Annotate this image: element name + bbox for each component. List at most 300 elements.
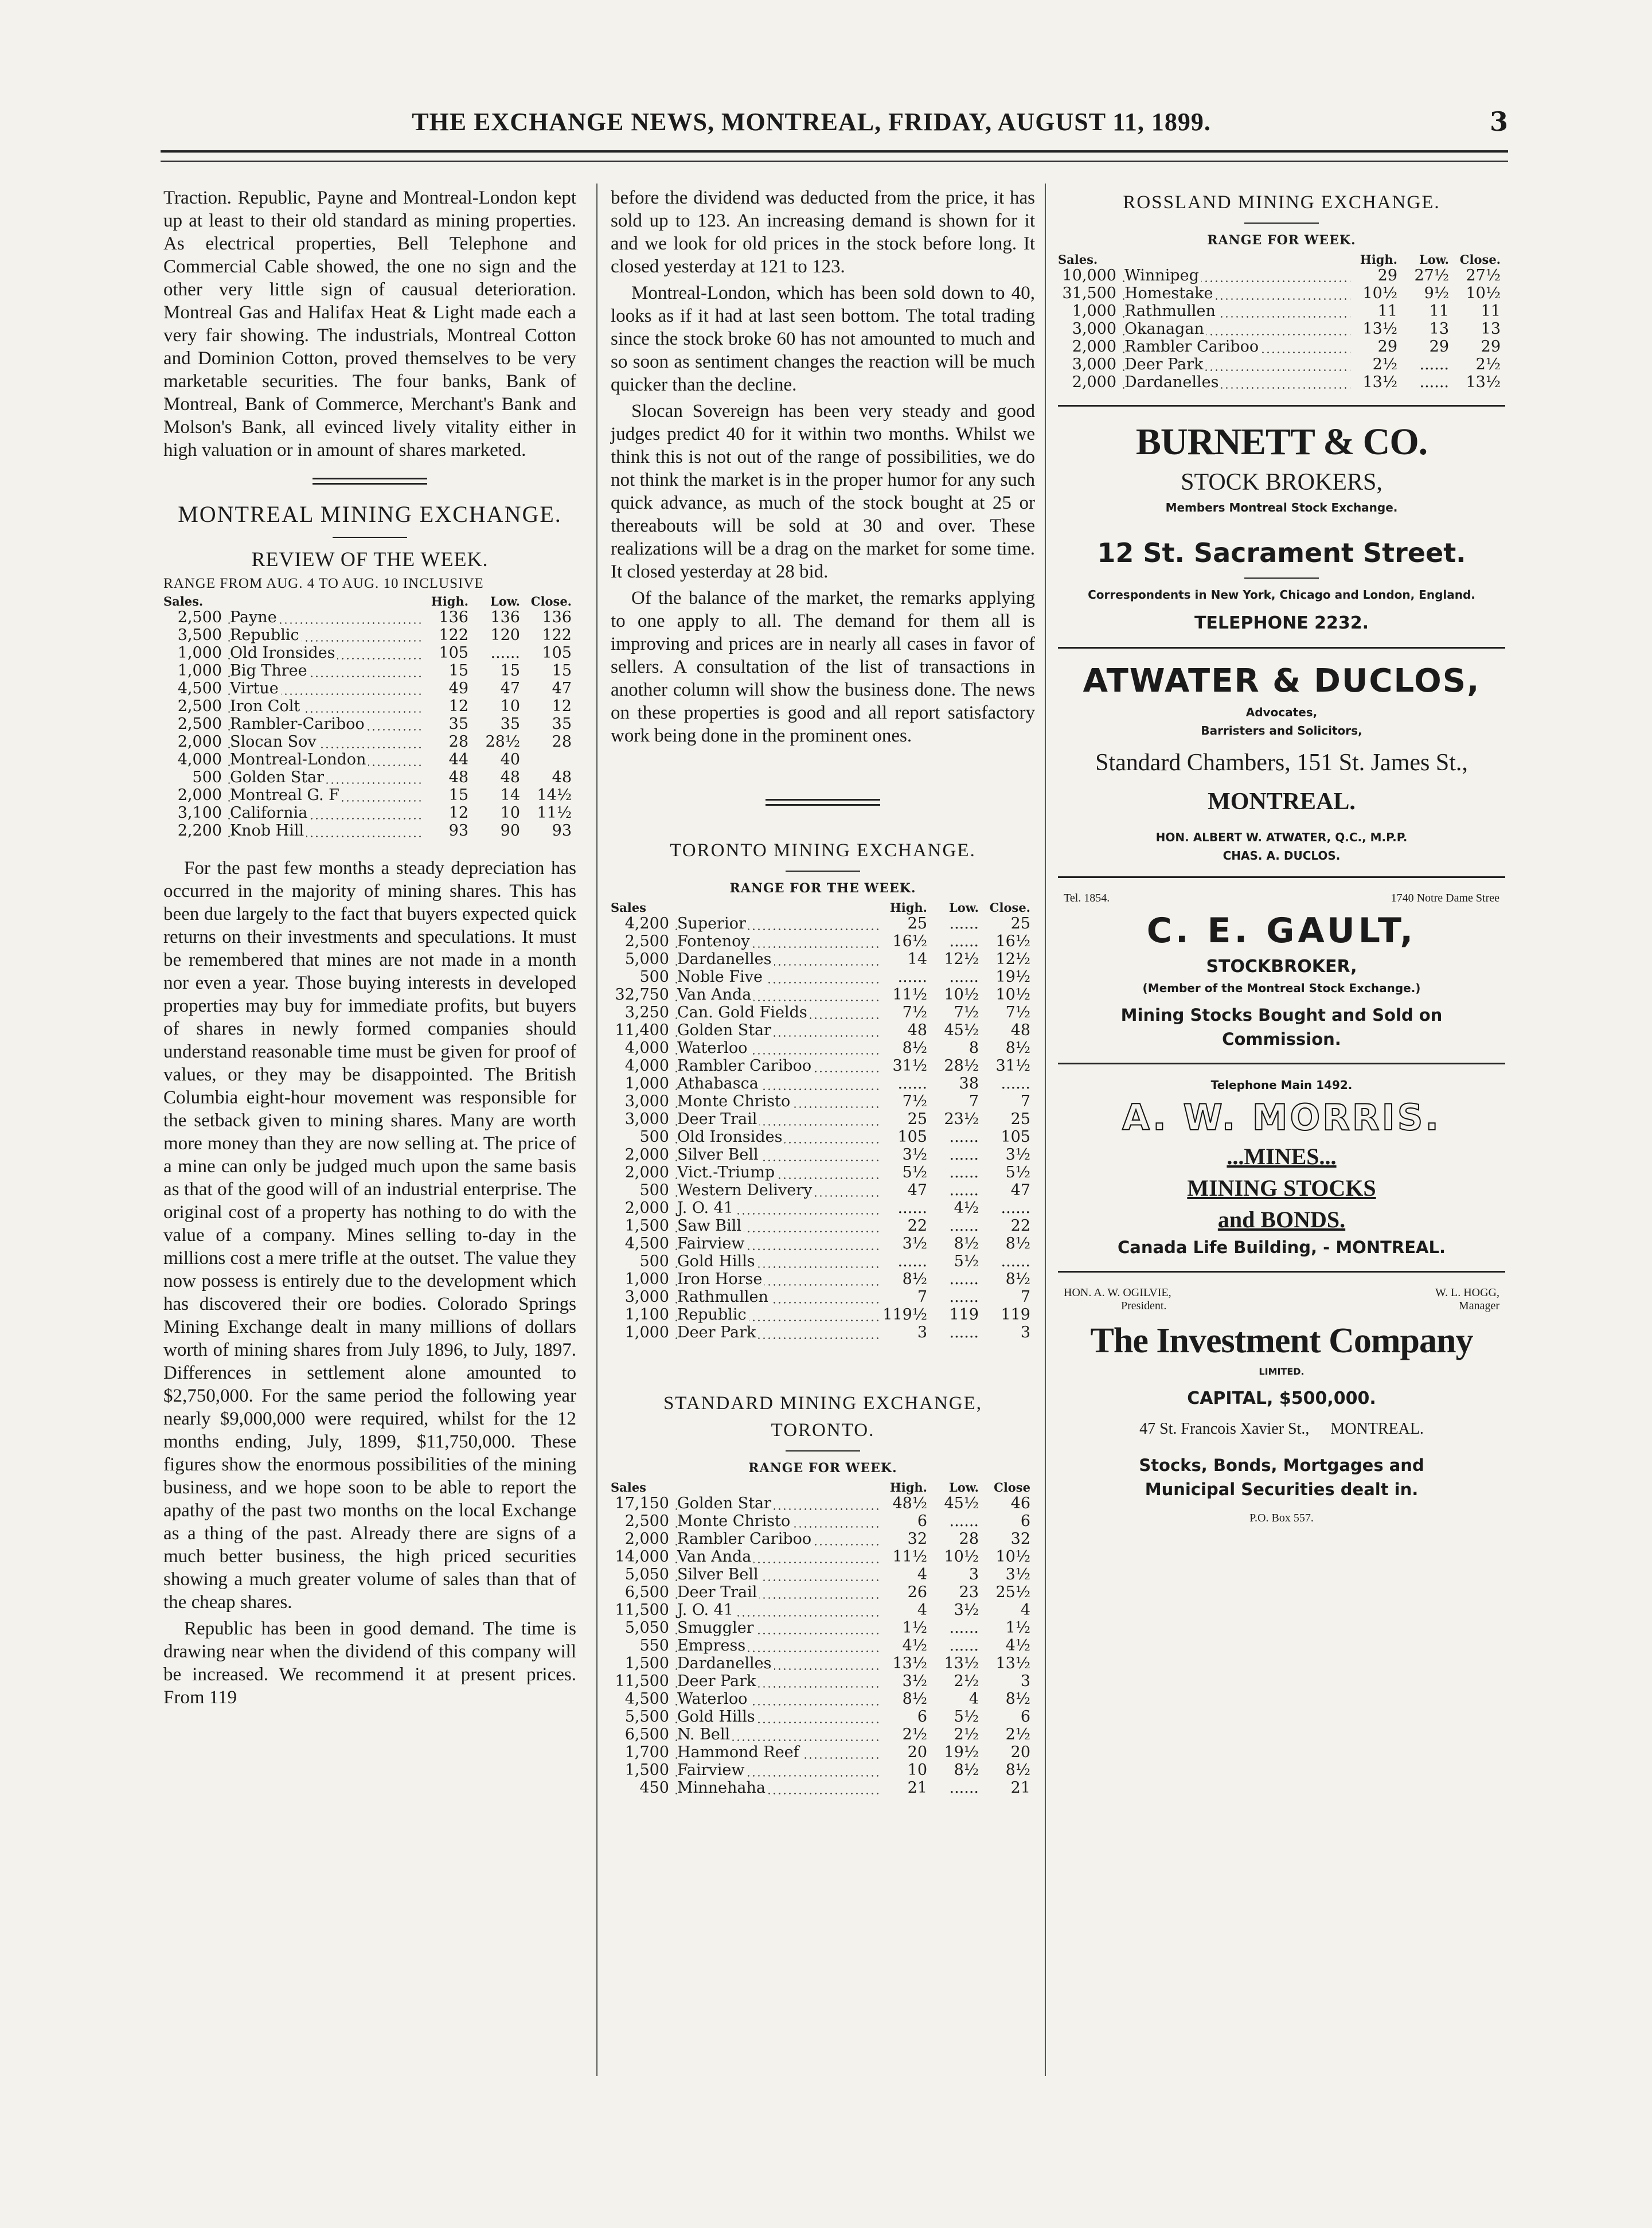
close-cell: 12½ xyxy=(995,950,1030,968)
stock-name: Monte Christo xyxy=(677,1512,792,1530)
gault-tel: Tel. 1854. xyxy=(1064,892,1110,904)
sales-cell: 5,500 xyxy=(624,1708,669,1726)
close-cell: 2½ xyxy=(1005,1726,1030,1743)
stock-name: N. Bell xyxy=(677,1726,732,1743)
sales-cell: 2,000 xyxy=(624,1164,669,1181)
close-cell: 21 xyxy=(1010,1779,1030,1797)
stock-name-cell xyxy=(674,1217,880,1235)
table-row xyxy=(1058,284,1505,302)
low-cell: 11 xyxy=(1429,302,1449,320)
close-cell: 119 xyxy=(1001,1306,1030,1324)
high-cell: 25 xyxy=(907,915,927,932)
close-cell: 48 xyxy=(1010,1021,1030,1039)
sales-cell: 11,400 xyxy=(615,1021,669,1039)
stock-name-cell xyxy=(674,1637,880,1655)
stock-name: Republic xyxy=(677,1306,749,1324)
sales-cell: 4,000 xyxy=(177,751,222,768)
stock-name-cell xyxy=(674,1779,880,1797)
column-header: High. xyxy=(431,594,468,608)
stock-name: Old Ironsides xyxy=(677,1128,784,1146)
table-row xyxy=(163,662,576,680)
morris-phone: Telephone Main 1492. xyxy=(1210,1078,1353,1092)
sales-cell: 3,000 xyxy=(624,1092,669,1110)
investment-ad xyxy=(1058,1286,1505,1525)
close-cell: ...... xyxy=(1001,1075,1030,1092)
table-row xyxy=(163,644,576,662)
table-row xyxy=(163,626,576,644)
stock-name: Winnipeg xyxy=(1124,267,1201,284)
morris-stocks: MINING STOCKS xyxy=(1187,1175,1376,1201)
close-cell: 25 xyxy=(1010,915,1030,932)
stock-name: Golden Star xyxy=(677,1021,774,1039)
stock-name-cell xyxy=(674,1110,880,1128)
balance-paragraph: Of the balance of the market, the remarks applying to one apply to all. The demand for them all is improving and prices are in nearly all cases in favor of sellers. A consultation of the list of transactions in another column will show the business done. The news on these properties is good and all report satisfactory work being done in the prominent ones. xyxy=(611,588,1035,746)
high-cell: 3 xyxy=(917,1324,927,1341)
table-row xyxy=(611,1512,1035,1530)
high-cell: 32 xyxy=(907,1530,927,1548)
stock-name: Rambler-Cariboo xyxy=(230,715,367,733)
column-1 xyxy=(163,186,576,1712)
investment-company-name: The Investment Company xyxy=(1090,1321,1473,1360)
low-cell: 7½ xyxy=(954,1004,979,1021)
stock-name: Gold Hills xyxy=(677,1708,757,1726)
sales-cell: 3,000 xyxy=(1072,356,1116,373)
close-cell: 46 xyxy=(1010,1495,1030,1512)
morris-name: A. W. MORRIS. xyxy=(1122,1097,1441,1138)
stock-name-cell xyxy=(226,697,421,715)
stock-name-cell xyxy=(674,1146,880,1164)
table-row xyxy=(611,1324,1035,1341)
morris-ad: Telephone Main 1492. A. W. MORRIS. ...MINES... MINING STOCKS and BONDS. Canada Life Building, - MONTREAL. xyxy=(1058,1078,1505,1257)
low-cell: 45½ xyxy=(944,1495,979,1512)
stock-name: Silver Bell xyxy=(677,1566,761,1583)
range-label: RANGE FOR THE WEEK. xyxy=(729,881,916,896)
table-row xyxy=(611,1092,1035,1110)
high-cell: ...... xyxy=(897,1252,927,1270)
sales-cell: 2,000 xyxy=(177,786,222,804)
stock-name-cell xyxy=(674,1092,880,1110)
stock-name: Saw Bill xyxy=(677,1217,744,1235)
sales-cell: 6,500 xyxy=(624,1726,669,1743)
stock-name: Rambler Cariboo xyxy=(1124,338,1261,356)
low-cell: ...... xyxy=(949,1619,979,1637)
table-row xyxy=(611,1288,1035,1306)
sales-cell: 500 xyxy=(639,1128,669,1146)
close-cell: 47 xyxy=(1010,1181,1030,1199)
table-row xyxy=(611,1057,1035,1075)
sales-cell: 3,000 xyxy=(624,1110,669,1128)
sales-cell: 550 xyxy=(639,1637,669,1655)
high-cell: 20 xyxy=(907,1743,927,1761)
stock-name: Montreal G. F xyxy=(230,786,342,804)
close-cell: 14½ xyxy=(537,786,572,804)
high-cell: 13½ xyxy=(892,1655,927,1672)
stock-name: Fontenoy xyxy=(677,932,752,950)
stock-name: Deer Park xyxy=(677,1672,758,1690)
sales-cell: 3,000 xyxy=(1072,320,1116,338)
close-cell: 7 xyxy=(1020,1288,1030,1306)
high-cell: 4 xyxy=(917,1601,927,1619)
stock-name-cell xyxy=(674,1583,880,1601)
close-cell: 2½ xyxy=(1475,356,1501,373)
sales-cell: 2,500 xyxy=(177,608,222,626)
stock-name: Okanagan xyxy=(1124,320,1206,338)
depreciation-paragraph: For the past few months a steady depreciation has occurred in the majority of mining shares. This has been due largely to the fact that buyers expected quick returns on their investments and speculations. It must be remembered that mines are not made in a month nor even a year. Those buying interests in developed properties may buy for immediate profits, but buyers of shares in newly formed companies should understand reasonable time must be given for proof of values, or they may be disappointed. The British Columbia eight-hour movement was responsible for the setback given to mining shares. Many are worth more money than they are now selling at. The price of a mine can only be judged much upon the same basis as that of the good will of an industrial enterprise. The original cost of a property has nothing to do with the value of a company. Mines selling to-day in the millions cost a mere trifle at the outset. The value they now possess is entirely due to the development which has discovered their ore bodies. Colorado Springs Mining Exchange dealt in many millions of dollars worth of mining shares from July 1896, to July, 1897. Differences in settlement alone amounted to $2,750,000. For the same period the following year nearly $9,000,000 were required, whilst for the 12 months ending, July, 1899, $11,750,000. These figures show the enormous possibilities of the mining business, and we hope soon to be able to report the apathy of the past two months on the local Exchange as a thing of the past. Already there are signs of a much better business, the high priced securities showing a much greater volume of sales than that of the cheap shares. xyxy=(163,858,576,1613)
low-cell: 90 xyxy=(500,822,520,840)
low-cell: 15 xyxy=(500,662,520,680)
high-cell: 16½ xyxy=(892,932,927,950)
gault-line-2: Commission. xyxy=(1222,1029,1341,1049)
sales-cell: 1,000 xyxy=(177,644,222,662)
hogg-role: Manager xyxy=(1458,1300,1499,1312)
stock-name-cell xyxy=(226,644,421,662)
sales-cell: 4,500 xyxy=(177,680,222,697)
close-cell: 6 xyxy=(1020,1512,1030,1530)
low-cell: 10½ xyxy=(944,986,979,1004)
short-rule xyxy=(786,1450,860,1451)
sales-cell: 4,000 xyxy=(624,1057,669,1075)
stock-name-cell xyxy=(226,751,421,768)
table-row xyxy=(611,1252,1035,1270)
stock-name-cell xyxy=(226,680,421,697)
sales-cell: 5,000 xyxy=(624,950,669,968)
close-cell: 4 xyxy=(1020,1601,1030,1619)
high-cell: 48 xyxy=(448,768,468,786)
montreal-mining-exchange-heading: MONTREAL MINING EXCHANGE. xyxy=(178,501,562,527)
table-row xyxy=(163,608,576,626)
close-cell: 16½ xyxy=(995,932,1030,950)
table-row xyxy=(611,986,1035,1004)
high-cell: 44 xyxy=(448,751,468,768)
table-row xyxy=(611,1110,1035,1128)
table-row xyxy=(611,1217,1035,1235)
low-cell: 10 xyxy=(500,804,520,822)
stock-name: Slocan Sov xyxy=(230,733,319,751)
column-header: Low. xyxy=(1419,252,1449,267)
close-cell: 25 xyxy=(1010,1110,1030,1128)
close-cell: 31½ xyxy=(995,1057,1030,1075)
review-of-week-heading: REVIEW OF THE WEEK. xyxy=(251,548,489,571)
high-cell: 8½ xyxy=(902,1690,927,1708)
stock-name: Monte Christo xyxy=(677,1092,792,1110)
high-cell: 26 xyxy=(907,1583,927,1601)
table-row xyxy=(611,950,1035,968)
low-cell: 13 xyxy=(1429,320,1449,338)
stock-name: Deer Park xyxy=(677,1324,758,1341)
sales-cell: 6,500 xyxy=(624,1583,669,1601)
high-cell: 22 xyxy=(907,1217,927,1235)
close-cell: 27½ xyxy=(1466,267,1501,284)
sales-cell: 2,000 xyxy=(1072,338,1116,356)
stock-name: Fairview xyxy=(677,1235,747,1252)
stock-name-cell xyxy=(674,986,880,1004)
low-cell: 8½ xyxy=(954,1235,979,1252)
stock-name-cell xyxy=(674,1039,880,1057)
stock-name-cell xyxy=(226,662,421,680)
low-cell: 23½ xyxy=(944,1110,979,1128)
investment-address: 47 St. Francois Xavier St., xyxy=(1139,1420,1310,1438)
table-row xyxy=(611,1128,1035,1146)
stock-name-cell xyxy=(674,1021,880,1039)
sales-cell: 500 xyxy=(639,968,669,986)
table-row xyxy=(611,1743,1035,1761)
sales-cell: 500 xyxy=(192,768,222,786)
date-range: RANGE FROM AUG. 4 TO AUG. 10 INCLUSIVE xyxy=(163,576,484,591)
stock-name-cell xyxy=(674,1548,880,1566)
stock-name-cell xyxy=(674,1690,880,1708)
morris-city: MONTREAL. xyxy=(1335,1238,1446,1257)
table-row xyxy=(163,768,576,786)
stock-name: Deer Trail xyxy=(677,1110,759,1128)
stock-name-cell xyxy=(674,1619,880,1637)
investment-line-1: Stocks, Bonds, Mortgages and xyxy=(1139,1456,1424,1475)
newspaper-title: THE EXCHANGE NEWS, MONTREAL, FRIDAY, AUGUST 11, 1899. xyxy=(412,107,1211,136)
close-cell: 35 xyxy=(552,715,572,733)
stock-name-cell xyxy=(226,608,421,626)
table-row xyxy=(1058,320,1505,338)
page-number: 3 xyxy=(1489,106,1508,137)
low-cell: 48 xyxy=(500,768,520,786)
sales-cell: 1,500 xyxy=(624,1761,669,1779)
high-cell: 6 xyxy=(917,1708,927,1726)
stock-name: Noble Five xyxy=(677,968,765,986)
stock-name-cell xyxy=(674,1075,880,1092)
table-row xyxy=(611,1039,1035,1057)
low-cell: 7 xyxy=(968,1092,979,1110)
column-header: Close. xyxy=(989,900,1030,915)
stock-name: Rambler Cariboo xyxy=(677,1530,814,1548)
rossland-quotes-table xyxy=(1058,252,1505,391)
low-cell: 45½ xyxy=(944,1021,979,1039)
column-2 xyxy=(611,186,1035,1797)
high-cell: 1½ xyxy=(902,1619,927,1637)
investment-box: P.O. Box 557. xyxy=(1249,1512,1314,1524)
high-cell: 11½ xyxy=(892,1548,927,1566)
close-cell: 8½ xyxy=(1005,1235,1030,1252)
high-cell: 8½ xyxy=(902,1039,927,1057)
column-header xyxy=(226,594,421,608)
sales-cell: 11,500 xyxy=(615,1672,669,1690)
low-cell: 5½ xyxy=(954,1252,979,1270)
close-cell: 22 xyxy=(1010,1217,1030,1235)
table-row xyxy=(611,1637,1035,1655)
high-cell: 13½ xyxy=(1362,320,1397,338)
sales-cell: 2,500 xyxy=(624,1512,669,1530)
stock-name: Montreal-London xyxy=(230,751,368,768)
standard-exchange-heading: STANDARD MINING EXCHANGE, xyxy=(663,1393,983,1414)
high-cell: 10 xyxy=(907,1761,927,1779)
atwater-person-2: CHAS. A. DUCLOS. xyxy=(1223,849,1341,863)
stock-name-cell xyxy=(674,1743,880,1761)
stock-name: Old Ironsides xyxy=(230,644,337,662)
high-cell: 4 xyxy=(917,1566,927,1583)
column-3 xyxy=(1058,186,1505,1529)
stock-name: Superior xyxy=(677,915,748,932)
ogilvie-name: HON. A. W. OGILVIE, xyxy=(1064,1286,1171,1299)
high-cell: 10½ xyxy=(1362,284,1397,302)
stock-name-cell xyxy=(226,733,421,751)
low-cell: 5½ xyxy=(954,1708,979,1726)
close-cell: 10½ xyxy=(1466,284,1501,302)
high-cell: 47 xyxy=(907,1181,927,1199)
sales-cell: 2,500 xyxy=(624,932,669,950)
close-cell: 32 xyxy=(1010,1530,1030,1548)
stock-name-cell xyxy=(674,1655,880,1672)
short-rule xyxy=(1244,223,1319,224)
gault-ad xyxy=(1058,892,1505,1049)
ad-separator xyxy=(1058,647,1505,649)
sales-cell: 4,000 xyxy=(624,1039,669,1057)
stock-name: Empress xyxy=(677,1637,748,1655)
table-row xyxy=(611,1306,1035,1324)
low-cell: 47 xyxy=(500,680,520,697)
stock-name: Smuggler xyxy=(677,1619,756,1637)
short-rule xyxy=(333,537,407,538)
low-cell: ...... xyxy=(949,1146,979,1164)
sales-cell: 1,000 xyxy=(624,1270,669,1288)
stock-name: Western Delivery xyxy=(677,1181,814,1199)
table-row xyxy=(611,1548,1035,1566)
sales-cell: 17,150 xyxy=(615,1495,669,1512)
low-cell: ...... xyxy=(949,1217,979,1235)
montreal-london-paragraph: Montreal-London, which has been sold down to 40, looks as if it had at last seen bottom. The total trading since the stock broke 60 has not amounted to much and so soon as sentiment changes the reaction will be much quicker than the decline. xyxy=(611,283,1035,395)
masthead-rule xyxy=(161,150,1508,153)
column-header: Sales xyxy=(611,1480,646,1495)
stock-name: Payne xyxy=(230,608,279,626)
sales-cell: 2,000 xyxy=(624,1146,669,1164)
high-cell: 21 xyxy=(907,1779,927,1797)
column-header: Close. xyxy=(1459,252,1501,267)
stock-name-cell xyxy=(674,1601,880,1619)
dividend-paragraph: before the dividend was deducted from the price, it has sold up to 123. An increasing demand is shown for it and we look for old prices in the stock before long. It closed yesterday at 121 to 123. xyxy=(611,188,1035,277)
sales-cell: 4,500 xyxy=(624,1690,669,1708)
high-cell: 136 xyxy=(439,608,468,626)
high-cell: 7½ xyxy=(902,1004,927,1021)
high-cell: 48½ xyxy=(892,1495,927,1512)
stock-name-cell xyxy=(226,786,421,804)
burnett-correspondents: Correspondents in New York, Chicago and London, England. xyxy=(1088,588,1475,602)
close-cell: 28 xyxy=(552,733,572,751)
low-cell: 38 xyxy=(959,1075,979,1092)
atwater-role-2: Barristers and Solicitors, xyxy=(1201,724,1362,738)
table-row xyxy=(611,1530,1035,1548)
column-divider-2 xyxy=(1045,184,1046,2076)
stock-name: Van Anda xyxy=(677,986,753,1004)
close-cell: 13 xyxy=(1481,320,1501,338)
gault-member: (Member of the Montreal Stock Exchange.) xyxy=(1142,981,1421,995)
table-row xyxy=(611,1146,1035,1164)
atwater-person-1: HON. ALBERT W. ATWATER, Q.C., M.P.P. xyxy=(1155,830,1408,844)
table-row xyxy=(611,1164,1035,1181)
morris-bonds: and BONDS. xyxy=(1217,1207,1346,1232)
sales-cell: 500 xyxy=(639,1181,669,1199)
close-cell: 7½ xyxy=(1005,1004,1030,1021)
close-cell: 3½ xyxy=(1005,1146,1030,1164)
stock-name-cell xyxy=(674,1306,880,1324)
sales-cell: 4,200 xyxy=(624,915,669,932)
table-row xyxy=(611,968,1035,986)
stock-name-cell xyxy=(674,1181,880,1199)
stock-name: Iron Colt xyxy=(230,697,302,715)
stock-name: Hammond Reef xyxy=(677,1743,802,1761)
low-cell: 2½ xyxy=(954,1672,979,1690)
stock-name: California xyxy=(230,804,310,822)
low-cell: ...... xyxy=(949,1164,979,1181)
stock-name-cell xyxy=(674,1164,880,1181)
low-cell: 28 xyxy=(959,1530,979,1548)
low-cell: 13½ xyxy=(944,1655,979,1672)
stock-name: Waterloo xyxy=(677,1039,749,1057)
table-row xyxy=(163,804,576,822)
short-rule xyxy=(1244,578,1319,579)
high-cell: 28 xyxy=(448,733,468,751)
table-row xyxy=(163,680,576,697)
sales-cell: 1,000 xyxy=(624,1324,669,1341)
burnett-phone: TELEPHONE 2232. xyxy=(1194,613,1369,633)
sales-cell: 3,100 xyxy=(177,804,222,822)
stock-name-cell xyxy=(674,1057,880,1075)
stock-name: Virtue xyxy=(230,680,281,697)
low-cell: ...... xyxy=(949,932,979,950)
table-row xyxy=(611,1779,1035,1797)
stock-name-cell xyxy=(674,932,880,950)
high-cell: 35 xyxy=(448,715,468,733)
high-cell: 93 xyxy=(448,822,468,840)
table-row xyxy=(611,1583,1035,1601)
high-cell: 7½ xyxy=(902,1092,927,1110)
sales-cell: 1,000 xyxy=(177,662,222,680)
close-cell: 105 xyxy=(542,644,572,662)
close-cell: 10½ xyxy=(995,986,1030,1004)
close-cell: 25½ xyxy=(995,1583,1030,1601)
stock-name-cell xyxy=(1121,302,1350,320)
column-header: Low. xyxy=(948,900,979,915)
toronto-mining-exchange-heading: TORONTO MINING EXCHANGE. xyxy=(670,840,976,861)
stock-name: Big Three xyxy=(230,662,310,680)
close-cell: 19½ xyxy=(995,968,1030,986)
low-cell: ...... xyxy=(490,644,520,662)
low-cell: ...... xyxy=(949,1324,979,1341)
stock-name: Van Anda xyxy=(677,1548,753,1566)
high-cell: ...... xyxy=(897,1199,927,1217)
low-cell: 8½ xyxy=(954,1761,979,1779)
close-cell: 122 xyxy=(542,626,572,644)
low-cell: 4 xyxy=(968,1690,979,1708)
high-cell: 2½ xyxy=(1372,356,1397,373)
low-cell: ...... xyxy=(949,1512,979,1530)
high-cell: 29 xyxy=(1377,338,1397,356)
close-cell: 8½ xyxy=(1005,1690,1030,1708)
low-cell: ...... xyxy=(949,1779,979,1797)
section-separator xyxy=(766,799,880,806)
ad-separator xyxy=(1058,1063,1505,1064)
table-row xyxy=(611,1619,1035,1637)
stock-name-cell xyxy=(674,1495,880,1512)
high-cell: 11½ xyxy=(892,986,927,1004)
sales-cell: 4,500 xyxy=(624,1235,669,1252)
close-cell: 20 xyxy=(1010,1743,1030,1761)
table-row xyxy=(1058,373,1505,391)
stock-name-cell xyxy=(674,1270,880,1288)
high-cell: ...... xyxy=(897,1075,927,1092)
close-cell: 8½ xyxy=(1005,1039,1030,1057)
close-cell: 10½ xyxy=(995,1548,1030,1566)
low-cell: 120 xyxy=(490,626,520,644)
sales-cell: 14,000 xyxy=(615,1548,669,1566)
low-cell: 27½ xyxy=(1414,267,1449,284)
high-cell: 119½ xyxy=(882,1306,927,1324)
table-row xyxy=(611,932,1035,950)
